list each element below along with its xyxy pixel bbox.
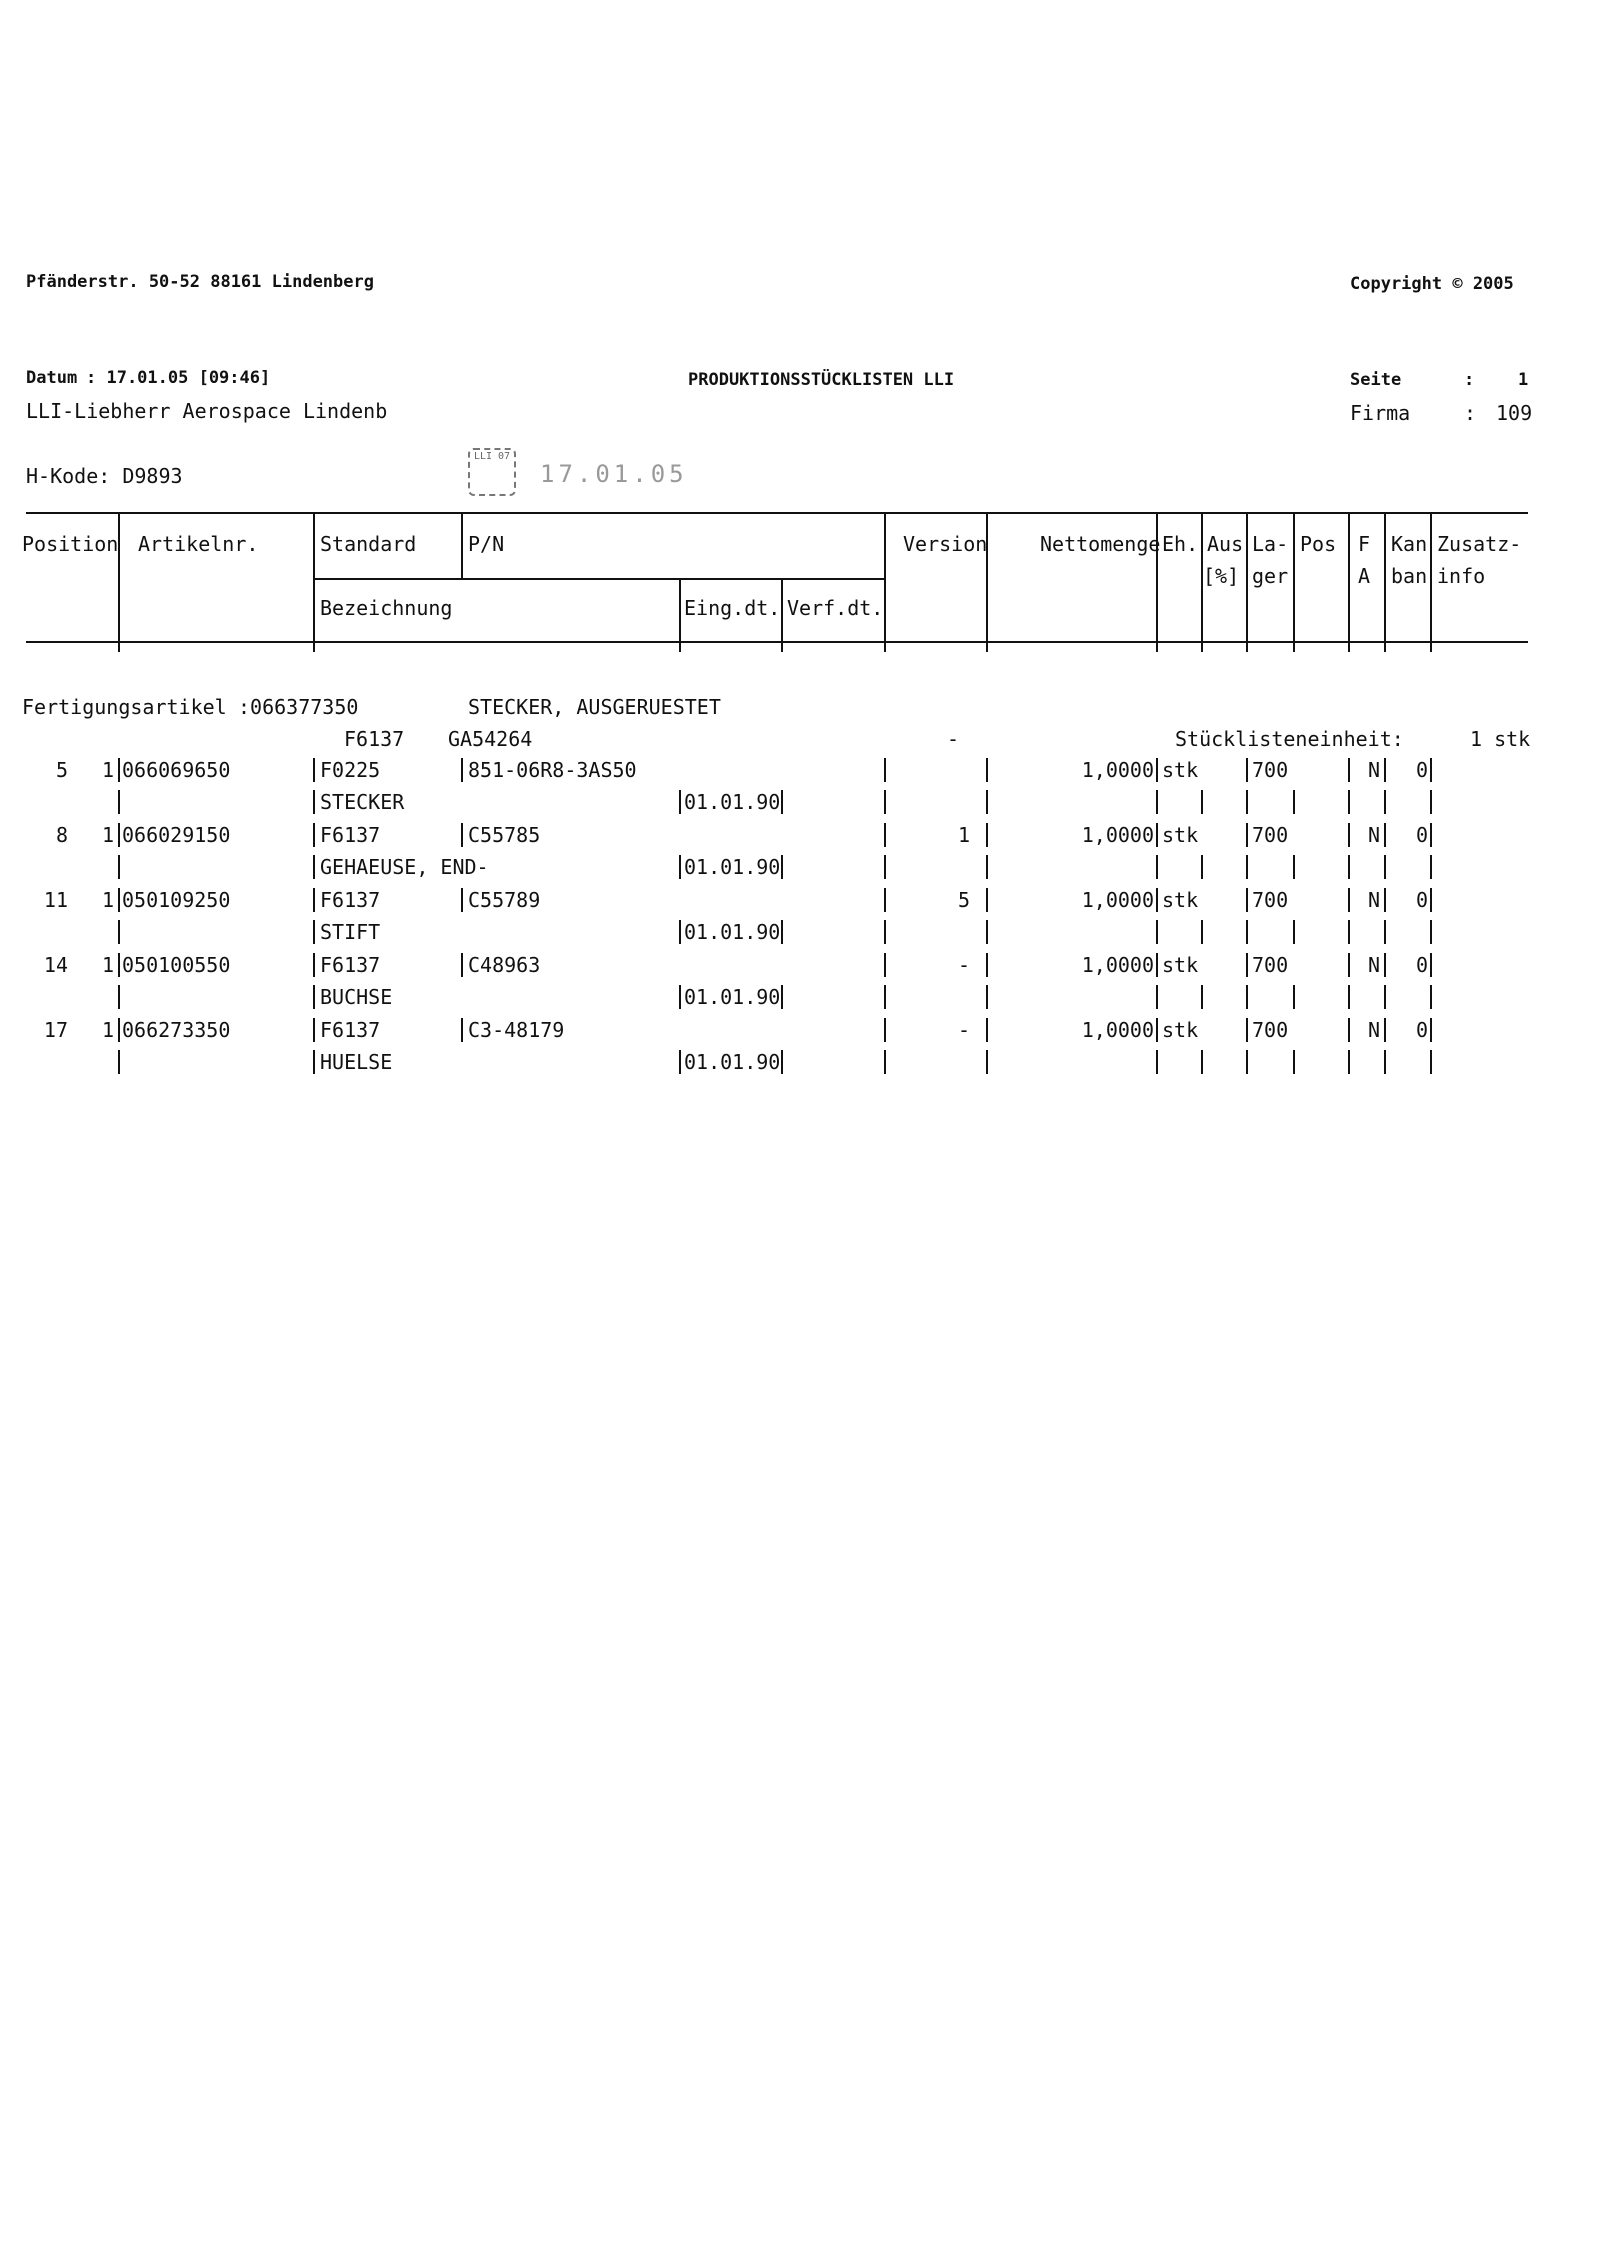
row-position: 8 xyxy=(55,823,68,847)
col-nettomenge: Nettomenge xyxy=(1040,532,1161,556)
cell-sep xyxy=(884,888,886,912)
col-sep xyxy=(679,578,681,652)
col-position: Position xyxy=(22,532,119,556)
row-position: 17 xyxy=(43,1018,68,1042)
cell-sep xyxy=(313,920,315,944)
cell-sep xyxy=(1246,790,1248,814)
cell-sep xyxy=(1430,823,1432,847)
cell-sep xyxy=(986,855,988,879)
header-top-rule xyxy=(26,512,1528,514)
cell-sep xyxy=(1246,855,1248,879)
cell-sep xyxy=(1246,888,1248,912)
cell-sep xyxy=(1384,790,1386,814)
row-lager: 700 xyxy=(1252,758,1289,782)
col-sep xyxy=(1430,512,1432,652)
row-quantity: 1 xyxy=(101,823,114,847)
cell-sep xyxy=(1156,888,1158,912)
row-eh: stk xyxy=(1162,888,1199,912)
cell-sep xyxy=(118,1050,120,1074)
cell-sep xyxy=(679,985,681,1009)
col-kan: Kan xyxy=(1391,532,1428,556)
row-kanban: 0 xyxy=(1415,888,1428,912)
cell-sep xyxy=(1384,758,1386,782)
seite-sep: : xyxy=(1464,370,1475,390)
row-version: 1 xyxy=(957,823,970,847)
cell-sep xyxy=(461,1018,463,1042)
cell-sep xyxy=(1384,1018,1386,1042)
cell-sep xyxy=(313,823,315,847)
row-eh: stk xyxy=(1162,758,1199,782)
row-artikelnr: 050109250 xyxy=(122,888,231,912)
fertigung-unit-label: Stücklisteneinheit: xyxy=(1175,727,1404,751)
row-nettomenge: 1,0000 xyxy=(1081,888,1154,912)
row-fa: N xyxy=(1367,888,1380,912)
cell-sep xyxy=(1246,1018,1248,1042)
cell-sep xyxy=(118,953,120,977)
row-eh: stk xyxy=(1162,1018,1199,1042)
cell-sep xyxy=(884,823,886,847)
row-eh: stk xyxy=(1162,953,1199,977)
cell-sep xyxy=(884,1018,886,1042)
row-position: 14 xyxy=(43,953,68,977)
cell-sep xyxy=(1293,985,1295,1009)
cell-sep xyxy=(313,1018,315,1042)
cell-sep xyxy=(313,855,315,879)
row-eingdt: 01.01.90 xyxy=(684,790,781,814)
row-position: 11 xyxy=(43,888,68,912)
cell-sep xyxy=(986,985,988,1009)
row-nettomenge: 1,0000 xyxy=(1081,758,1154,782)
row-nettomenge: 1,0000 xyxy=(1081,1018,1154,1042)
h-kode: H-Kode: D9893 xyxy=(26,464,183,488)
cell-sep xyxy=(1384,920,1386,944)
col-info: info xyxy=(1437,564,1486,588)
row-nettomenge: 1,0000 xyxy=(1081,823,1154,847)
cell-sep xyxy=(1156,790,1158,814)
row-fa: N xyxy=(1367,953,1380,977)
cell-sep xyxy=(781,985,783,1009)
cell-sep xyxy=(1430,985,1432,1009)
firma-label: Firma xyxy=(1350,401,1411,425)
cell-sep xyxy=(1430,888,1432,912)
cell-sep xyxy=(313,953,315,977)
cell-sep xyxy=(1348,790,1350,814)
cell-sep xyxy=(1348,953,1350,977)
row-pn: C48963 xyxy=(468,953,541,977)
seite-value: 1 xyxy=(1518,370,1529,390)
col-ban: ban xyxy=(1391,564,1428,588)
row-artikelnr: 066029150 xyxy=(122,823,231,847)
cell-sep xyxy=(986,1050,988,1074)
stamp-date: 17.01.05 xyxy=(540,460,688,488)
col-aus: Aus xyxy=(1207,532,1244,556)
row-standard: F6137 xyxy=(320,823,381,847)
row-lager: 700 xyxy=(1252,1018,1289,1042)
row-version: 5 xyxy=(957,888,970,912)
copyright: Copyright © 2005 xyxy=(1350,274,1514,294)
col-sep xyxy=(884,512,886,652)
cell-sep xyxy=(118,823,120,847)
row-lager: 700 xyxy=(1252,953,1289,977)
row-fa: N xyxy=(1367,758,1380,782)
cell-sep xyxy=(313,985,315,1009)
cell-sep xyxy=(461,888,463,912)
col-eingdt: Eing.dt. xyxy=(684,596,781,620)
cell-sep xyxy=(118,920,120,944)
fertigung-name: STECKER, AUSGERUESTET xyxy=(468,695,721,719)
cell-sep xyxy=(1201,790,1203,814)
col-sep xyxy=(1384,512,1386,652)
cell-sep xyxy=(1156,758,1158,782)
row-quantity: 1 xyxy=(101,1018,114,1042)
cell-sep xyxy=(1430,855,1432,879)
row-kanban: 0 xyxy=(1415,823,1428,847)
cell-sep xyxy=(118,855,120,879)
row-pn: C3-48179 xyxy=(468,1018,565,1042)
col-bezeichnung: Bezeichnung xyxy=(320,596,453,620)
col-artikelnr: Artikelnr. xyxy=(138,532,259,556)
cell-sep xyxy=(1201,1050,1203,1074)
cell-sep xyxy=(1156,1018,1158,1042)
cell-sep xyxy=(1156,920,1158,944)
row-nettomenge: 1,0000 xyxy=(1081,953,1154,977)
cell-sep xyxy=(1384,823,1386,847)
row-standard: F6137 xyxy=(320,888,381,912)
cell-sep xyxy=(884,953,886,977)
cell-sep xyxy=(679,855,681,879)
col-verfdt: Verf.dt. xyxy=(787,596,884,620)
cell-sep xyxy=(781,920,783,944)
col-sep xyxy=(313,512,315,652)
row-standard: F6137 xyxy=(320,953,381,977)
col-eh: Eh. xyxy=(1162,532,1199,556)
cell-sep xyxy=(781,1050,783,1074)
cell-sep xyxy=(1293,920,1295,944)
row-pn: 851-06R8-3AS50 xyxy=(468,758,637,782)
row-eingdt: 01.01.90 xyxy=(684,985,781,1009)
cell-sep xyxy=(1156,985,1158,1009)
cell-sep xyxy=(313,1050,315,1074)
cell-sep xyxy=(1348,855,1350,879)
fertigung-version: - xyxy=(947,727,960,751)
cell-sep xyxy=(1384,855,1386,879)
row-eingdt: 01.01.90 xyxy=(684,855,781,879)
row-standard: F0225 xyxy=(320,758,381,782)
cell-sep xyxy=(679,790,681,814)
row-artikelnr: 066069650 xyxy=(122,758,231,782)
row-version: - xyxy=(957,1018,970,1042)
col-pn: P/N xyxy=(468,532,505,556)
cell-sep xyxy=(118,1018,120,1042)
row-artikelnr: 066273350 xyxy=(122,1018,231,1042)
cell-sep xyxy=(1156,855,1158,879)
cell-sep xyxy=(1348,985,1350,1009)
cell-sep xyxy=(118,888,120,912)
firma-value: 109 xyxy=(1496,401,1533,425)
cell-sep xyxy=(986,953,988,977)
row-eingdt: 01.01.90 xyxy=(684,1050,781,1074)
datum-label: Datum xyxy=(26,368,78,388)
cell-sep xyxy=(1348,823,1350,847)
col-standard: Standard xyxy=(320,532,417,556)
cell-sep xyxy=(1348,888,1350,912)
cell-sep xyxy=(1246,758,1248,782)
datum-value: : 17.01.05 [09:46] xyxy=(86,368,271,388)
fertigung-number: :066377350 xyxy=(238,695,359,719)
cell-sep xyxy=(884,855,886,879)
cell-sep xyxy=(461,823,463,847)
col-zusatz: Zusatz- xyxy=(1437,532,1522,556)
row-kanban: 0 xyxy=(1415,758,1428,782)
row-fa: N xyxy=(1367,1018,1380,1042)
row-fa: N xyxy=(1367,823,1380,847)
cell-sep xyxy=(781,790,783,814)
row-version: - xyxy=(957,953,970,977)
cell-sep xyxy=(1384,1050,1386,1074)
cell-sep xyxy=(884,790,886,814)
row-pn: C55785 xyxy=(468,823,541,847)
cell-sep xyxy=(1430,1050,1432,1074)
cell-sep xyxy=(986,823,988,847)
cell-sep xyxy=(1246,823,1248,847)
row-artikelnr: 050100550 xyxy=(122,953,231,977)
col-sep xyxy=(1348,512,1350,652)
row-position: 5 xyxy=(55,758,68,782)
row-standard: F6137 xyxy=(320,1018,381,1042)
col-sep xyxy=(118,512,120,652)
cell-sep xyxy=(1348,758,1350,782)
cell-sep xyxy=(313,758,315,782)
cell-sep xyxy=(118,758,120,782)
cell-sep xyxy=(1201,920,1203,944)
row-bezeichnung: GEHAEUSE, END- xyxy=(320,855,489,879)
cell-sep xyxy=(1430,920,1432,944)
company-name: LLI-Liebherr Aerospace Lindenb xyxy=(26,399,388,423)
cell-sep xyxy=(1246,920,1248,944)
col-sep xyxy=(461,512,463,578)
cell-sep xyxy=(1246,985,1248,1009)
col-lager-1: La- xyxy=(1252,532,1289,556)
cell-sep xyxy=(461,953,463,977)
fertigung-unit-value: 1 stk xyxy=(1470,727,1531,751)
row-eh: stk xyxy=(1162,823,1199,847)
col-lager-2: ger xyxy=(1252,564,1289,588)
cell-sep xyxy=(1201,985,1203,1009)
cell-sep xyxy=(679,1050,681,1074)
header-bottom-rule xyxy=(26,641,1528,643)
address: Pfänderstr. 50-52 88161 Lindenberg xyxy=(26,272,374,292)
col-version: Version xyxy=(903,532,988,556)
cell-sep xyxy=(781,855,783,879)
cell-sep xyxy=(884,758,886,782)
cell-sep xyxy=(1430,790,1432,814)
cell-sep xyxy=(313,888,315,912)
cell-sep xyxy=(1201,855,1203,879)
cell-sep xyxy=(1348,1050,1350,1074)
cell-sep xyxy=(461,758,463,782)
row-bezeichnung: HUELSE xyxy=(320,1050,393,1074)
cell-sep xyxy=(118,985,120,1009)
cell-sep xyxy=(1430,758,1432,782)
fertigung-pn: GA54264 xyxy=(448,727,533,751)
seite-label: Seite xyxy=(1350,370,1402,390)
cell-sep xyxy=(1384,985,1386,1009)
row-kanban: 0 xyxy=(1415,953,1428,977)
row-bezeichnung: BUCHSE xyxy=(320,985,393,1009)
cell-sep xyxy=(884,920,886,944)
col-pos: Pos xyxy=(1300,532,1337,556)
col-aus-pct: [%] xyxy=(1203,564,1240,588)
col-sep xyxy=(1293,512,1295,652)
report-title: PRODUKTIONSSTÜCKLISTEN LLI xyxy=(688,370,955,390)
cell-sep xyxy=(1348,920,1350,944)
cell-sep xyxy=(884,985,886,1009)
row-lager: 700 xyxy=(1252,888,1289,912)
row-bezeichnung: STIFT xyxy=(320,920,381,944)
col-sep xyxy=(1246,512,1248,652)
row-pn: C55789 xyxy=(468,888,541,912)
cell-sep xyxy=(1293,855,1295,879)
cell-sep xyxy=(1156,1050,1158,1074)
row-eingdt: 01.01.90 xyxy=(684,920,781,944)
cell-sep xyxy=(1246,1050,1248,1074)
cell-sep xyxy=(986,758,988,782)
cell-sep xyxy=(118,790,120,814)
cell-sep xyxy=(1348,1018,1350,1042)
cell-sep xyxy=(1293,1050,1295,1074)
cell-sep xyxy=(986,1018,988,1042)
cell-sep xyxy=(1156,953,1158,977)
col-a: A xyxy=(1358,564,1371,588)
company-stamp: LLI 07 xyxy=(468,448,516,496)
header-mid-rule xyxy=(315,578,886,580)
cell-sep xyxy=(1430,1018,1432,1042)
row-quantity: 1 xyxy=(101,758,114,782)
col-f: F xyxy=(1358,532,1371,556)
row-kanban: 0 xyxy=(1415,1018,1428,1042)
cell-sep xyxy=(313,790,315,814)
cell-sep xyxy=(986,790,988,814)
cell-sep xyxy=(986,920,988,944)
row-quantity: 1 xyxy=(101,953,114,977)
row-quantity: 1 xyxy=(101,888,114,912)
cell-sep xyxy=(1384,953,1386,977)
fertigung-label: Fertigungsartikel xyxy=(22,695,227,719)
firma-sep: : xyxy=(1464,401,1477,425)
cell-sep xyxy=(1384,888,1386,912)
cell-sep xyxy=(1293,790,1295,814)
cell-sep xyxy=(986,888,988,912)
row-bezeichnung: STECKER xyxy=(320,790,405,814)
fertigung-standard: F6137 xyxy=(344,727,405,751)
col-sep xyxy=(781,578,783,652)
cell-sep xyxy=(884,1050,886,1074)
cell-sep xyxy=(1156,823,1158,847)
row-lager: 700 xyxy=(1252,823,1289,847)
cell-sep xyxy=(1246,953,1248,977)
cell-sep xyxy=(679,920,681,944)
cell-sep xyxy=(1430,953,1432,977)
